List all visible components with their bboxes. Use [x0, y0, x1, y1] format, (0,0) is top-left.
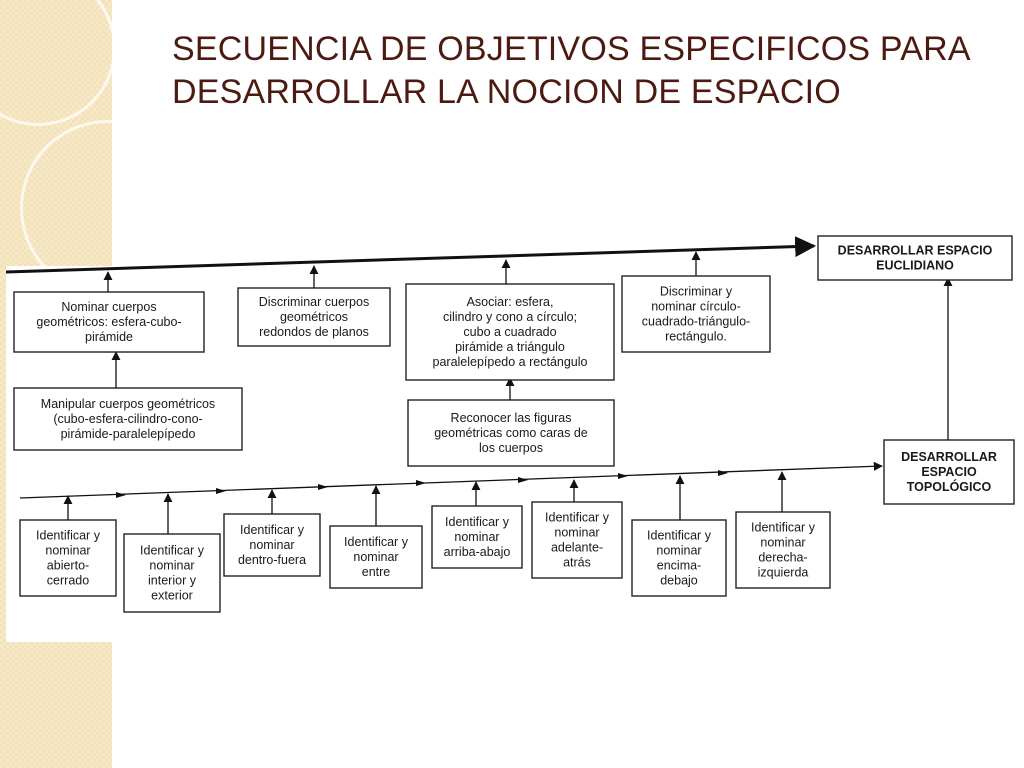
upper-objective-2: [238, 288, 390, 346]
upper-objective-1-line: Nominar cuerpos: [61, 300, 157, 315]
lower-objective-8: [736, 512, 830, 588]
goal-euclidiano: [818, 236, 1012, 280]
lower-objective-7-line: encima-: [656, 558, 702, 573]
goal-topologico: [884, 440, 1014, 504]
upper-objective-4-line: nominar círculo-: [651, 299, 741, 314]
lower-objective-4-line: Identificar y: [344, 535, 408, 550]
lower-objective-4-line: entre: [361, 565, 391, 580]
lower-objective-8-line: izquierda: [757, 565, 809, 580]
lower-objective-2-line: interior y: [148, 573, 196, 588]
lower-objective-3-line: nominar: [249, 538, 295, 553]
lower-objective-7-line: nominar: [656, 543, 702, 558]
middle-objective-1-line: pirámide-paralelepípedo: [60, 427, 196, 442]
upper-objective-4-line: Discriminar y: [659, 284, 733, 299]
lower-objective-5-line: arriba-abajo: [443, 545, 511, 560]
lower-objective-3-line: dentro-fuera: [237, 553, 307, 568]
lower-objective-3-line: Identificar y: [240, 523, 304, 538]
page-title: SECUENCIA DE OBJETIVOS ESPECIFICOS PARA DESARROLLAR LA NOCION DE ESPACIO: [172, 30, 969, 111]
upper-objective-2-line: Discriminar cuerpos: [258, 295, 370, 310]
upper-objective-3-line: cilindro y cono a círculo;: [442, 310, 578, 325]
lower-objective-8-line: derecha-: [758, 550, 808, 565]
upper-objective-4-line: cuadrado-triángulo-: [641, 314, 751, 329]
middle-objective-2-line: Reconocer las figuras: [450, 411, 572, 426]
lower-objective-1: [20, 520, 116, 596]
upper-objective-3-line: cubo a cuadrado: [463, 325, 557, 340]
goal-euclidiano-line: EUCLIDIANO: [876, 258, 954, 273]
lower-objective-6: [532, 502, 622, 578]
lower-objective-1-line: Identificar y: [36, 528, 100, 543]
upper-objective-3-line: Asociar: esfera,: [466, 295, 554, 310]
lower-objective-2-line: exterior: [151, 588, 193, 603]
lower-objective-5-line: nominar: [454, 530, 500, 545]
lower-objective-2-line: nominar: [149, 558, 195, 573]
goal-topologico-line: TOPOLÓGICO: [906, 480, 992, 495]
lower-objective-7-line: debajo: [660, 573, 698, 588]
goal-euclidiano-line: DESARROLLAR ESPACIO: [837, 243, 993, 258]
lower-objective-1-line: nominar: [45, 543, 91, 558]
decorative-ring: [0, 0, 116, 126]
lower-objective-6-line: atrás: [563, 555, 591, 570]
lower-objective-5: [432, 506, 522, 568]
lower-objective-2: [124, 534, 220, 612]
upper-objective-2-line: geométricos: [279, 310, 349, 325]
upper-objective-1: [14, 292, 204, 352]
lower-objective-7: [632, 520, 726, 596]
middle-objective-1: [14, 388, 242, 450]
lower-objective-6-line: Identificar y: [545, 510, 609, 525]
middle-objective-2-line: los cuerpos: [479, 441, 543, 456]
lower-objective-4-line: nominar: [353, 550, 399, 565]
lower-objective-1-line: cerrado: [46, 573, 90, 588]
middle-objective-2-line: geométricas como caras de: [434, 426, 588, 441]
lower-objective-6-line: nominar: [554, 525, 600, 540]
middle-objective-1-line: Manipular cuerpos geométricos: [40, 397, 216, 412]
lower-objective-2-line: Identificar y: [140, 543, 204, 558]
lower-objective-1-line: abierto-: [46, 558, 90, 573]
upper-objective-4: [622, 276, 770, 352]
middle-objective-2: [408, 400, 614, 466]
goal-topologico-line: ESPACIO: [921, 465, 977, 480]
diagram-canvas: [6, 226, 1018, 646]
upper-objective-3-line: paralelepípedo a rectángulo: [432, 355, 588, 370]
lower-objective-5-line: Identificar y: [445, 515, 509, 530]
lower-objective-8-line: nominar: [760, 535, 806, 550]
upper-objective-3: [406, 284, 614, 380]
lower-objective-6-line: adelante-: [550, 540, 604, 555]
objectives-diagram: [6, 226, 1018, 646]
upper-objective-4-line: rectángulo.: [665, 329, 727, 344]
upper-objective-1-line: pirámide: [85, 330, 133, 345]
upper-objective-1-line: geométricos: esfera-cubo-: [36, 315, 182, 330]
lower-objective-8-line: Identificar y: [751, 520, 815, 535]
upper-objective-3-line: pirámide a triángulo: [455, 340, 565, 355]
lower-objective-4: [330, 526, 422, 588]
middle-objective-1-line: (cubo-esfera-cilindro-cono-: [53, 412, 203, 427]
lower-objective-3: [224, 514, 320, 576]
upper-objective-2-line: redondos de planos: [259, 325, 369, 340]
lower-objective-7-line: Identificar y: [647, 528, 711, 543]
goal-topologico-line: DESARROLLAR: [901, 450, 997, 465]
